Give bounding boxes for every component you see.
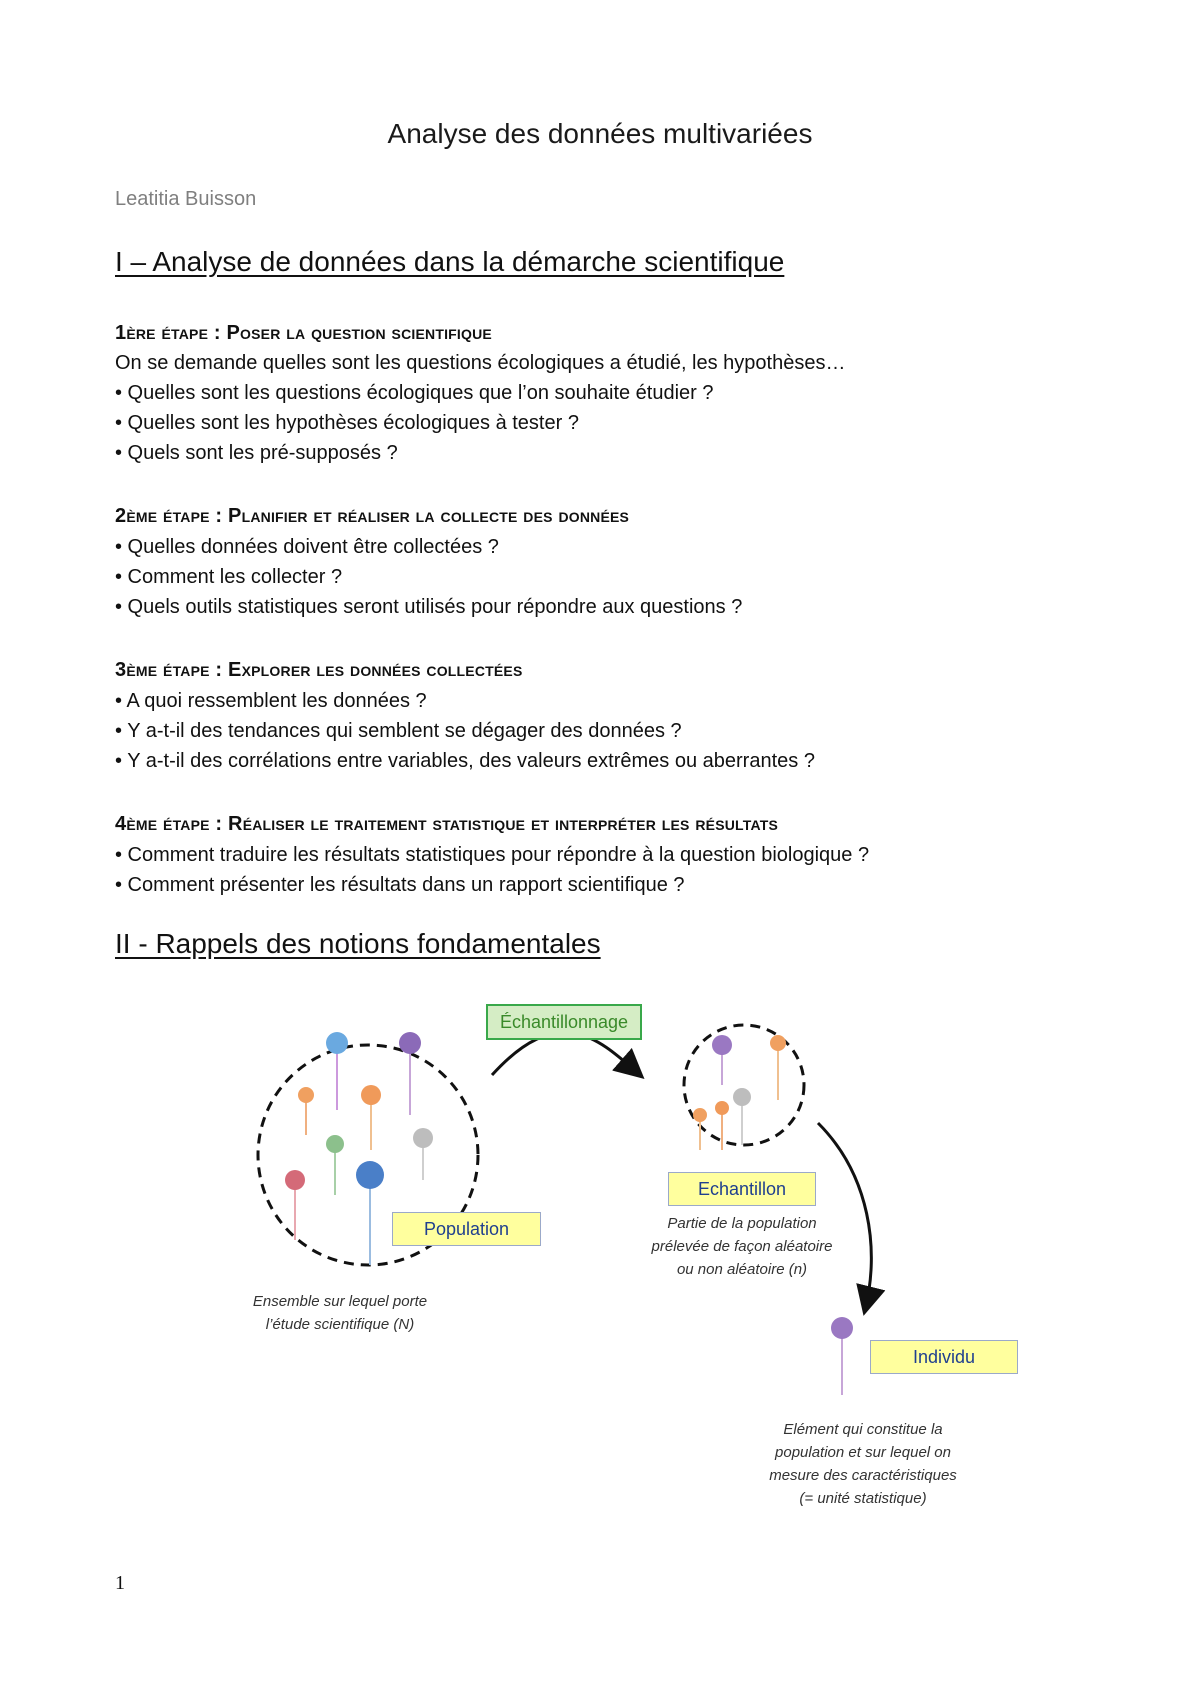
individual-caption: Elément qui constitue la population et sur lequel on mesure des caractéristiques (= unité statistique) [769, 1421, 957, 1507]
document-title: Analyse des données multivariées [387, 118, 813, 149]
flower-icon [326, 1135, 344, 1195]
step-4-heading: 4ème étape : Réaliser le traitement statistique et interpréter les résultats [115, 813, 779, 835]
step-2-line: • Quelles données doivent être collectées ? [115, 536, 499, 558]
step-3-line: • A quoi ressemblent les données ? [115, 690, 427, 712]
step-1-heading: 1ère étape : Poser la question scientifique [115, 322, 492, 344]
step-3-heading: 3ème étape : Explorer les données collectées [115, 659, 523, 681]
step-2-line: • Quels outils statistiques seront utilisés pour répondre aux questions ? [115, 596, 743, 618]
step-3-line: • Y a-t-il des corrélations entre variables, des valeurs extrêmes ou aberrantes ? [115, 750, 815, 772]
step-1-line: • Quelles sont les hypothèses écologiques à tester ? [115, 412, 579, 434]
sample-caption: Partie de la population prélevée de façon aléatoire ou non aléatoire (n) [651, 1215, 833, 1278]
section-heading-2: II - Rappels des notions fondamentales [115, 928, 601, 959]
sampling-label: Échantillonnage [486, 1004, 642, 1040]
step-1-line: • Quelles sont les questions écologiques que l’on souhaite étudier ? [115, 382, 714, 404]
flower-icon [831, 1317, 853, 1395]
flower-icon [712, 1035, 732, 1085]
flower-icon [298, 1087, 314, 1135]
author-name: Leatitia Buisson [115, 188, 257, 210]
section-heading-1: I – Analyse de données dans la démarche scientifique [115, 246, 785, 277]
sample-label: Echantillon [668, 1172, 816, 1206]
step-4-line: • Comment traduire les résultats statistiques pour répondre à la question biologique ? [115, 844, 870, 866]
step-2-heading: 2ème étape : Planifier et réaliser la collecte des données [115, 505, 630, 527]
population-label: Population [392, 1212, 541, 1246]
flower-icon [361, 1085, 381, 1150]
step-1-line: • Quels sont les pré-supposés ? [115, 442, 398, 464]
page-number: 1 [115, 1572, 125, 1594]
step-1-line: On se demande quelles sont les questions écologiques a étudié, les hypothèses… [115, 352, 846, 374]
individual-label: Individu [870, 1340, 1018, 1374]
flower-icon [733, 1088, 751, 1145]
step-2-line: • Comment les collecter ? [115, 566, 343, 588]
flower-icon [326, 1032, 348, 1110]
population-caption: Ensemble sur lequel porte l’étude scientifique (N) [252, 1293, 428, 1333]
flower-icon [413, 1128, 433, 1180]
flower-icon [399, 1032, 421, 1115]
flower-icon [770, 1035, 786, 1100]
step-4-line: • Comment présenter les résultats dans un rapport scientifique ? [115, 874, 685, 896]
flower-icon [356, 1161, 384, 1265]
step-3-line: • Y a-t-il des tendances qui semblent se dégager des données ? [115, 720, 682, 742]
